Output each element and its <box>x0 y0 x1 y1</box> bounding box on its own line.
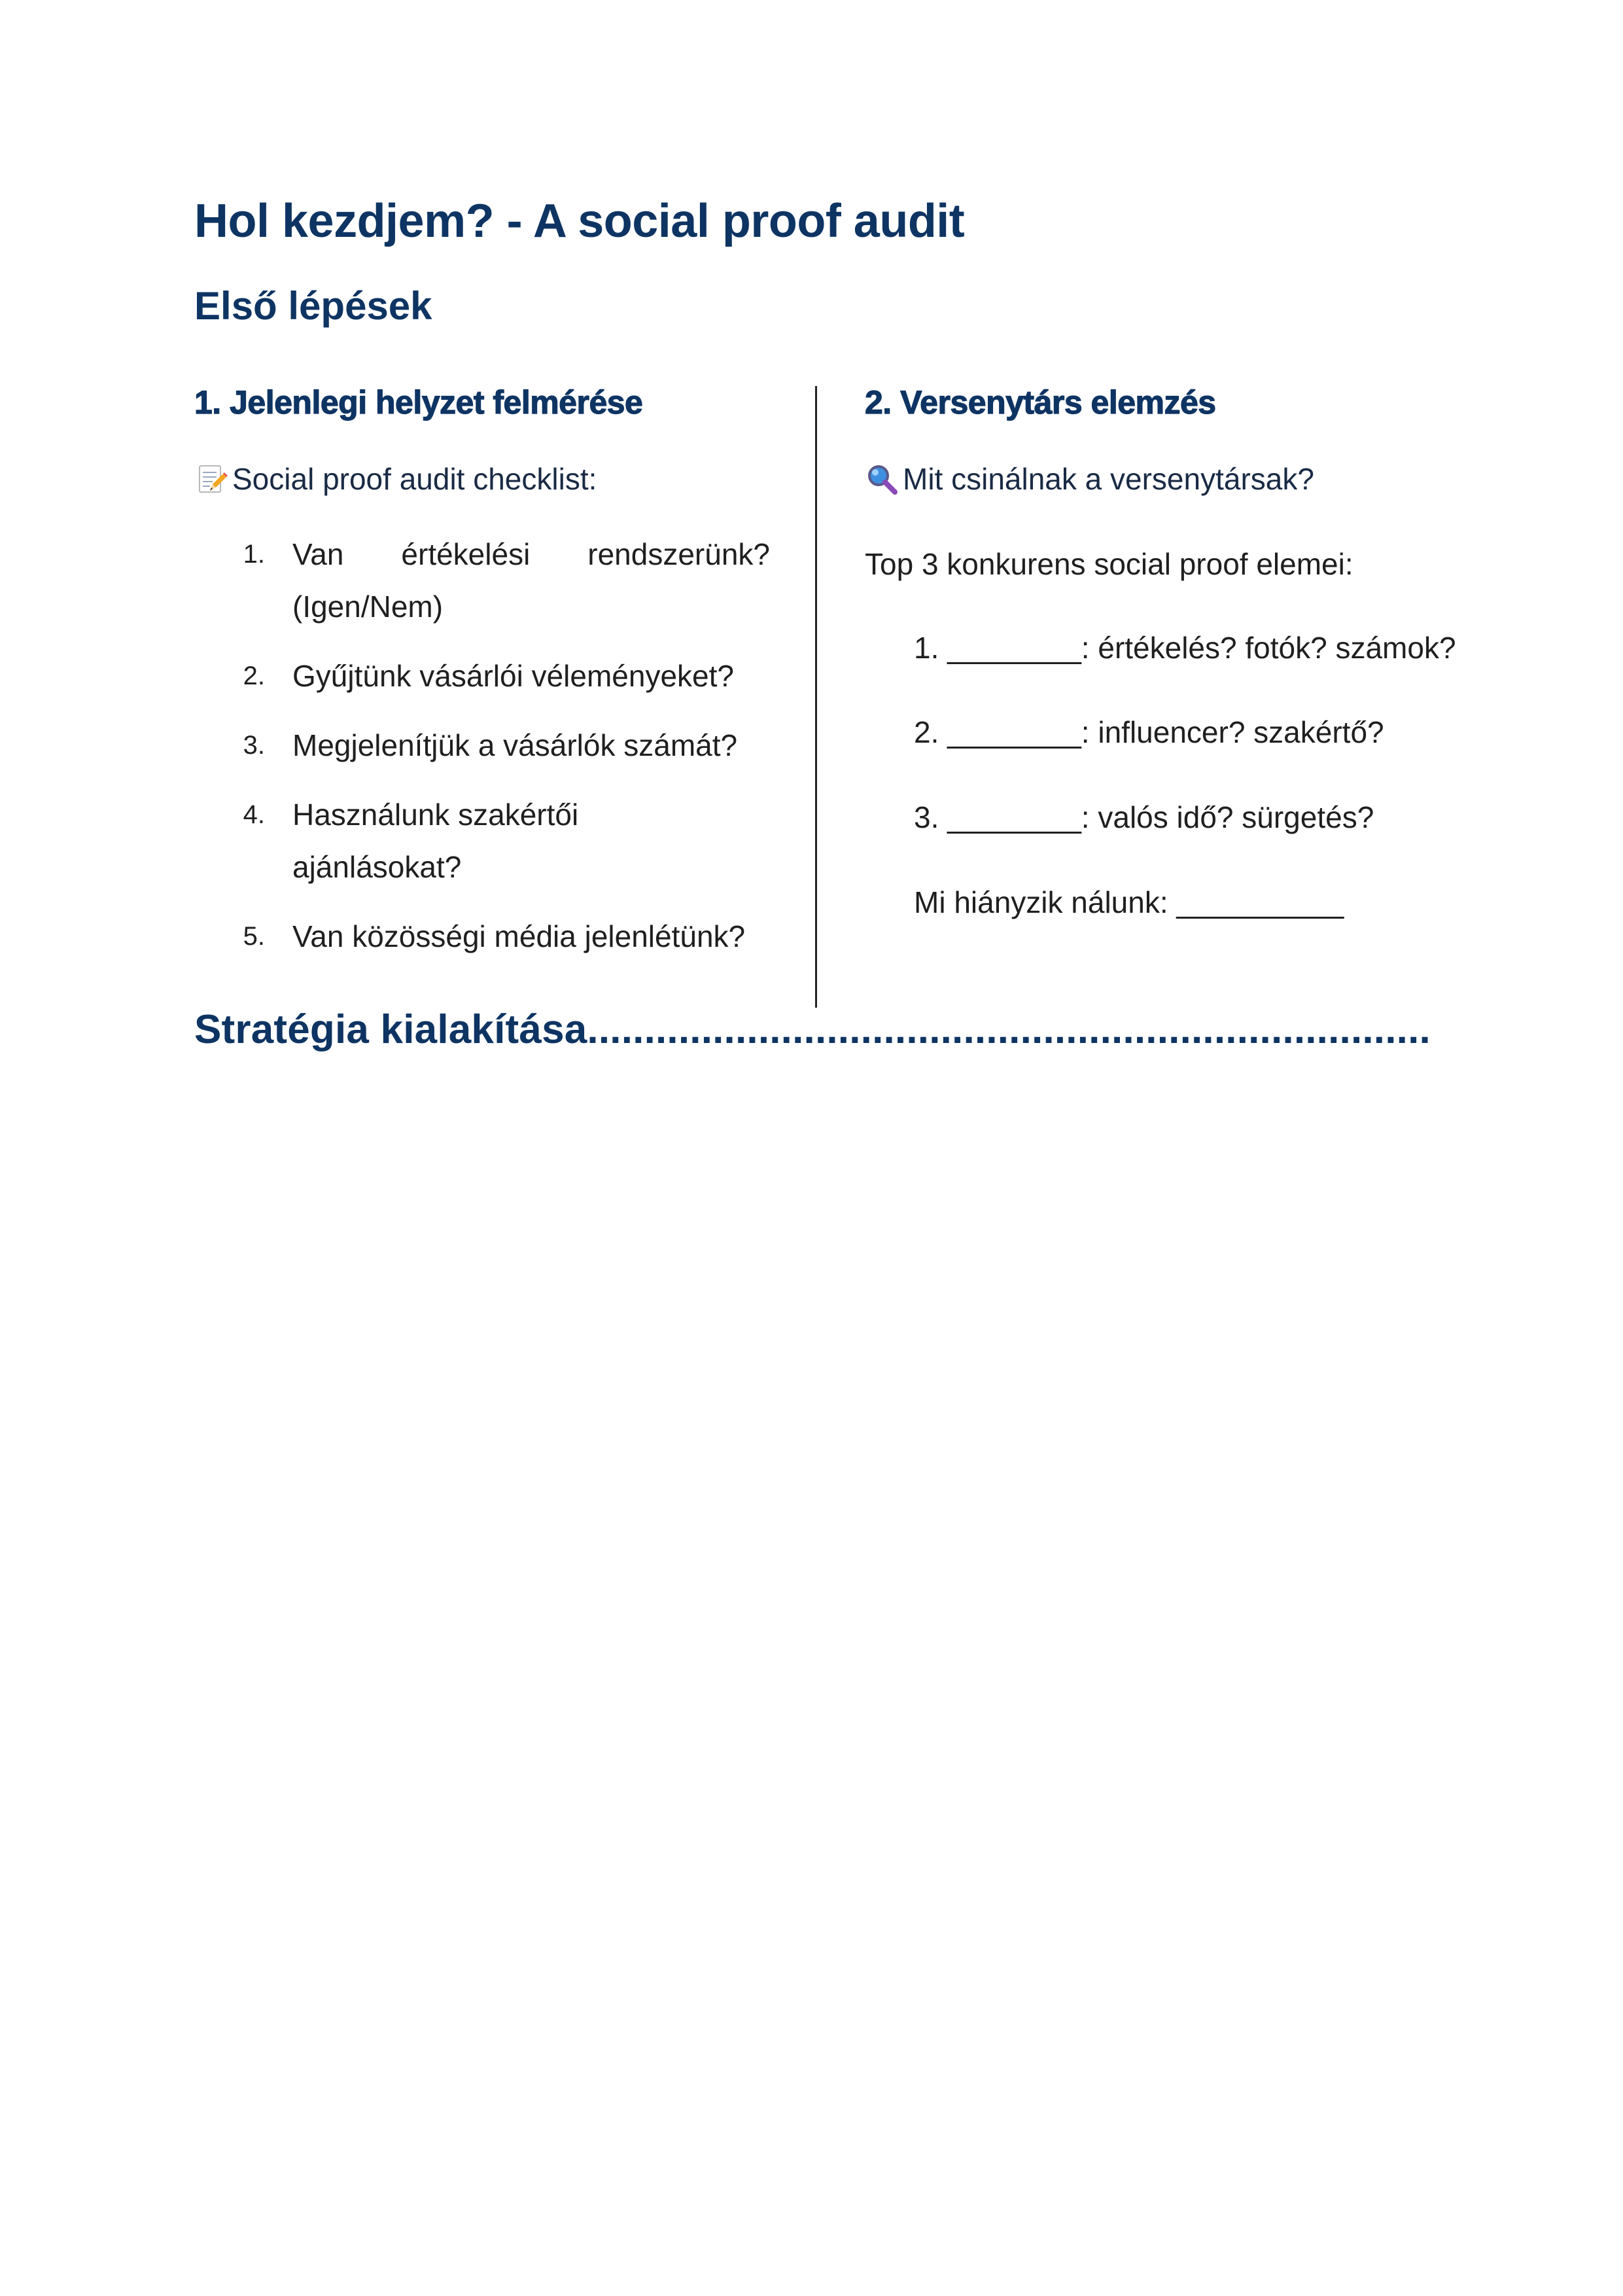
audit-checklist <box>194 528 770 963</box>
list-item-text: Gyűjtünk vásárlói véleményeket? <box>292 658 734 693</box>
competitor-lead-text: Mit csinálnak a versenytársak? <box>903 462 1314 496</box>
right-column <box>865 383 1467 923</box>
list-item-number: 4. <box>243 800 265 829</box>
competitor-item: 3. ________: valós idő? sürgetés? <box>914 800 1374 835</box>
list-item <box>194 528 770 633</box>
list-item-text: Használunk szakértői ajánlásokat? <box>292 797 579 884</box>
list-item <box>194 788 770 893</box>
memo-icon <box>194 462 230 497</box>
strategy-heading: Stratégia kialakítása.......................................................................... <box>194 1007 1431 1052</box>
competitor-item: 2. ________: influencer? szakértő? <box>914 715 1384 750</box>
checklist-lead-text: Social proof audit checklist: <box>232 462 597 496</box>
column-divider <box>815 386 817 1008</box>
list-item-text: Van közösségi média jelenlétünk? <box>292 919 746 953</box>
list-item-text: Van értékelési rendszerünk? (Igen/Nem) <box>292 537 770 624</box>
list-item-number: 2. <box>243 661 265 690</box>
list-item-number: 1. <box>243 539 265 569</box>
right-column-heading: 2. Versenytárs elemzés <box>865 384 1216 421</box>
checklist-lead <box>194 460 770 499</box>
magnifier-icon <box>865 462 900 497</box>
competitor-item: 1. ________: értékelés? fotók? számok? <box>914 630 1456 665</box>
top3-label: Top 3 konkurens social proof elemei: <box>865 546 1353 581</box>
left-column-heading: 1. Jelenlegi helyzet felmérése <box>194 384 643 421</box>
competitor-lead <box>865 460 1467 499</box>
list-item <box>194 910 770 963</box>
list-item <box>194 650 770 702</box>
list-item <box>194 719 770 771</box>
missing-line: Mi hiányzik nálunk: __________ <box>914 885 1344 919</box>
page-title: Hol kezdjem? - A social proof audit <box>194 195 965 247</box>
list-item-number: 5. <box>243 921 265 951</box>
page-subtitle: Első lépések <box>194 284 432 328</box>
list-item-text: Megjelenítjük a vásárlók számát? <box>292 728 738 762</box>
left-column <box>194 383 770 980</box>
list-item-number: 3. <box>243 730 265 760</box>
competitor-list <box>865 629 1467 838</box>
